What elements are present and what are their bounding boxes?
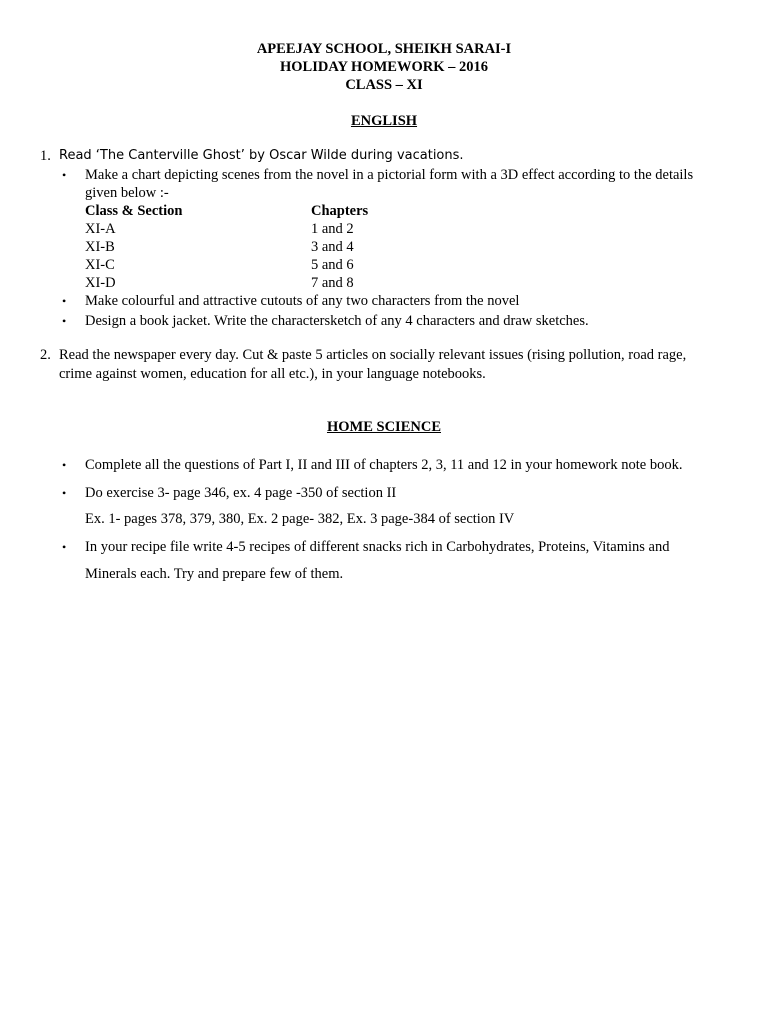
homework-title: HOLIDAY HOMEWORK – 2016 bbox=[280, 59, 488, 75]
bullet-marker: • bbox=[62, 540, 67, 554]
chart-instruction-line2: given below :- bbox=[85, 185, 169, 201]
cutouts-instruction: Make colourful and attractive cutouts of any two characters from the novel bbox=[85, 293, 520, 309]
table-cell-section: XI-B bbox=[85, 239, 115, 255]
exercise-instruction-line2: Ex. 1- pages 378, 379, 380, Ex. 2 page- 382, Ex. 3 page-384 of section IV bbox=[85, 511, 515, 527]
item-number: 1. bbox=[40, 148, 51, 164]
class-label: CLASS – XI bbox=[345, 77, 423, 93]
exercise-instruction-line1: Do exercise 3- page 346, ex. 4 page -350 of section II bbox=[85, 485, 397, 501]
newspaper-instruction-line1: Read the newspaper every day. Cut & paste 5 articles on socially relevant issues (rising pollution, road rage, bbox=[59, 347, 687, 363]
bullet-marker: • bbox=[62, 168, 67, 182]
table-header-class-section: Class & Section bbox=[85, 203, 183, 219]
table-cell-chapters: 3 and 4 bbox=[311, 239, 354, 255]
bullet-marker: • bbox=[62, 294, 67, 308]
bullet-marker: • bbox=[62, 458, 67, 472]
bullet-marker: • bbox=[62, 486, 67, 500]
reading-assignment: Read ‘The Canterville Ghost’ by Oscar Wilde during vacations. bbox=[59, 148, 464, 163]
home-science-heading: HOME SCIENCE bbox=[326, 419, 441, 435]
newspaper-instruction-line2: crime against women, education for all etc.), in your language notebooks. bbox=[59, 366, 486, 382]
recipe-instruction-line1: In your recipe file write 4-5 recipes of different snacks rich in Carbohydrates, Proteins, Vitamins and bbox=[85, 539, 670, 555]
table-cell-section: XI-D bbox=[85, 275, 116, 291]
english-heading: ENGLISH bbox=[350, 113, 418, 129]
table-cell-chapters: 7 and 8 bbox=[311, 275, 354, 291]
table-cell-section: XI-C bbox=[85, 257, 115, 273]
book-jacket-instruction: Design a book jacket. Write the charactersketch of any 4 characters and draw sketches. bbox=[85, 313, 589, 329]
school-name: APEEJAY SCHOOL, SHEIKH SARAI-I bbox=[256, 41, 512, 57]
recipe-instruction-line2: Minerals each. Try and prepare few of them. bbox=[85, 566, 344, 582]
chart-instruction-line1: Make a chart depicting scenes from the novel in a pictorial form with a 3D effect according to the details bbox=[85, 167, 694, 183]
bullet-marker: • bbox=[62, 314, 67, 328]
table-cell-chapters: 5 and 6 bbox=[311, 257, 354, 273]
table-cell-chapters: 1 and 2 bbox=[311, 221, 354, 237]
table-header-chapters: Chapters bbox=[311, 203, 369, 219]
document-header bbox=[0, 40, 768, 94]
questions-instruction: Complete all the questions of Part I, II and III of chapters 2, 3, 11 and 12 in your homework note book. bbox=[85, 457, 683, 473]
item-number: 2. bbox=[40, 347, 51, 363]
table-cell-section: XI-A bbox=[85, 221, 116, 237]
